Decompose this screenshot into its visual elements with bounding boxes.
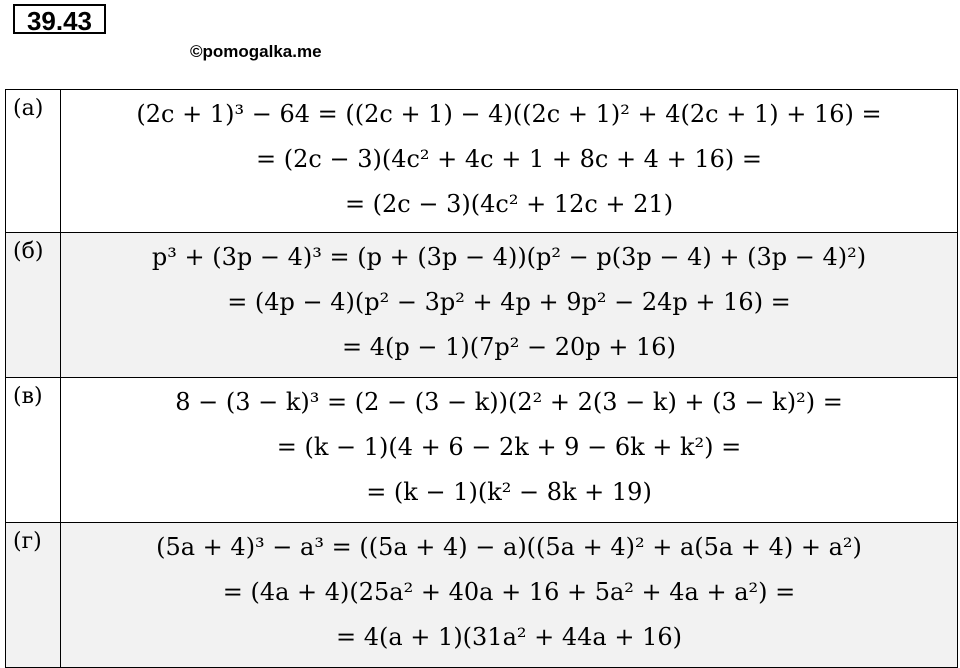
solution-row-d	[6, 523, 958, 668]
row-label: (в)	[6, 378, 61, 523]
math-line: = (4p − 4)(p² − 3p² + 4p + 9p² − 24p + 16) =	[227, 288, 791, 316]
solution-row-b	[6, 233, 958, 378]
math-line: p³ + (3p − 4)³ = (p + (3p − 4))(p² − p(3p − 4) + (3p − 4)²)	[151, 243, 867, 271]
math-cell	[61, 233, 958, 378]
math-line: = (k − 1)(k² − 8k + 19)	[366, 478, 652, 506]
row-label: (б)	[6, 233, 61, 378]
solutions-table	[5, 89, 958, 668]
math-line: (5a + 4)³ − a³ = ((5a + 4) − a)((5a + 4)² + a(5a + 4) + a²)	[156, 533, 862, 561]
watermark: ©pomogalka.me	[190, 42, 322, 61]
math-cell	[61, 523, 958, 668]
solution-row-c	[6, 378, 958, 523]
math-line: = (4a + 4)(25a² + 40a + 16 + 5a² + 4a + a²) =	[222, 578, 796, 606]
solution-row-a	[6, 90, 958, 233]
row-label: (г)	[6, 523, 61, 668]
math-cell	[61, 90, 958, 233]
problem-number: 39.43	[13, 4, 106, 34]
row-label: (а)	[6, 90, 61, 233]
math-line: = (2c − 3)(4c² + 12c + 21)	[344, 190, 674, 218]
math-line: = (2c − 3)(4c² + 4c + 1 + 8c + 4 + 16) =	[256, 145, 762, 173]
math-line: (2c + 1)³ − 64 = ((2c + 1) − 4)((2c + 1)² + 4(2c + 1) + 16) =	[136, 100, 882, 128]
math-line: = 4(p − 1)(7p² − 20p + 16)	[342, 333, 676, 361]
math-line: = 4(a + 1)(31a² + 44a + 16)	[336, 623, 682, 651]
math-cell	[61, 378, 958, 523]
math-line: = (k − 1)(4 + 6 − 2k + 9 − 6k + k²) =	[276, 433, 742, 461]
math-line: 8 − (3 − k)³ = (2 − (3 − k))(2² + 2(3 − k) + (3 − k)²) =	[175, 388, 843, 416]
